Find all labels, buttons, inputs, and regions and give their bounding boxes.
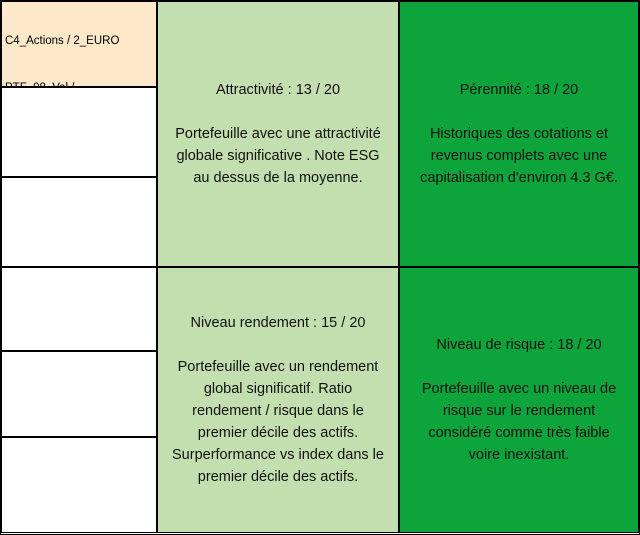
empty-cell bbox=[1, 351, 157, 437]
attractivite-panel bbox=[157, 1, 399, 267]
rendement-description: Portefeuille avec un rendement global significatif. Ratio rendement / risque dans le premier décile des actifs. Surperformance vs index dans le premier décile des actifs. bbox=[172, 359, 384, 485]
empty-cell bbox=[1, 437, 157, 533]
attractivite-description: Portefeuille avec une attractivité globale significative . Note ESG au dessus de la moyenne. bbox=[175, 126, 381, 186]
attractivite-title: Attractivité : 13 / 20 bbox=[215, 82, 341, 98]
perennite-panel bbox=[399, 1, 639, 267]
empty-cell bbox=[1, 267, 157, 351]
perennite-description: Historiques des cotations et revenus complets avec une capitalisation d'environ 4.3 G€. bbox=[420, 126, 618, 186]
portfolio-label-line: C4_Actions / 2_EURO bbox=[5, 35, 120, 47]
portfolio-label-cell bbox=[1, 1, 157, 87]
risque-panel bbox=[399, 267, 639, 533]
empty-cell bbox=[1, 177, 157, 267]
risque-description: Portefeuille avec un niveau de risque sur le rendement considéré comme très faible voire inexistant. bbox=[421, 381, 617, 463]
empty-cell bbox=[1, 87, 157, 177]
risque-title: Niveau de risque : 18 / 20 bbox=[436, 337, 602, 353]
rendement-title: Niveau rendement : 15 / 20 bbox=[190, 315, 366, 331]
perennite-title: Pérennité : 18 / 20 bbox=[459, 82, 579, 98]
rendement-panel bbox=[157, 267, 399, 533]
